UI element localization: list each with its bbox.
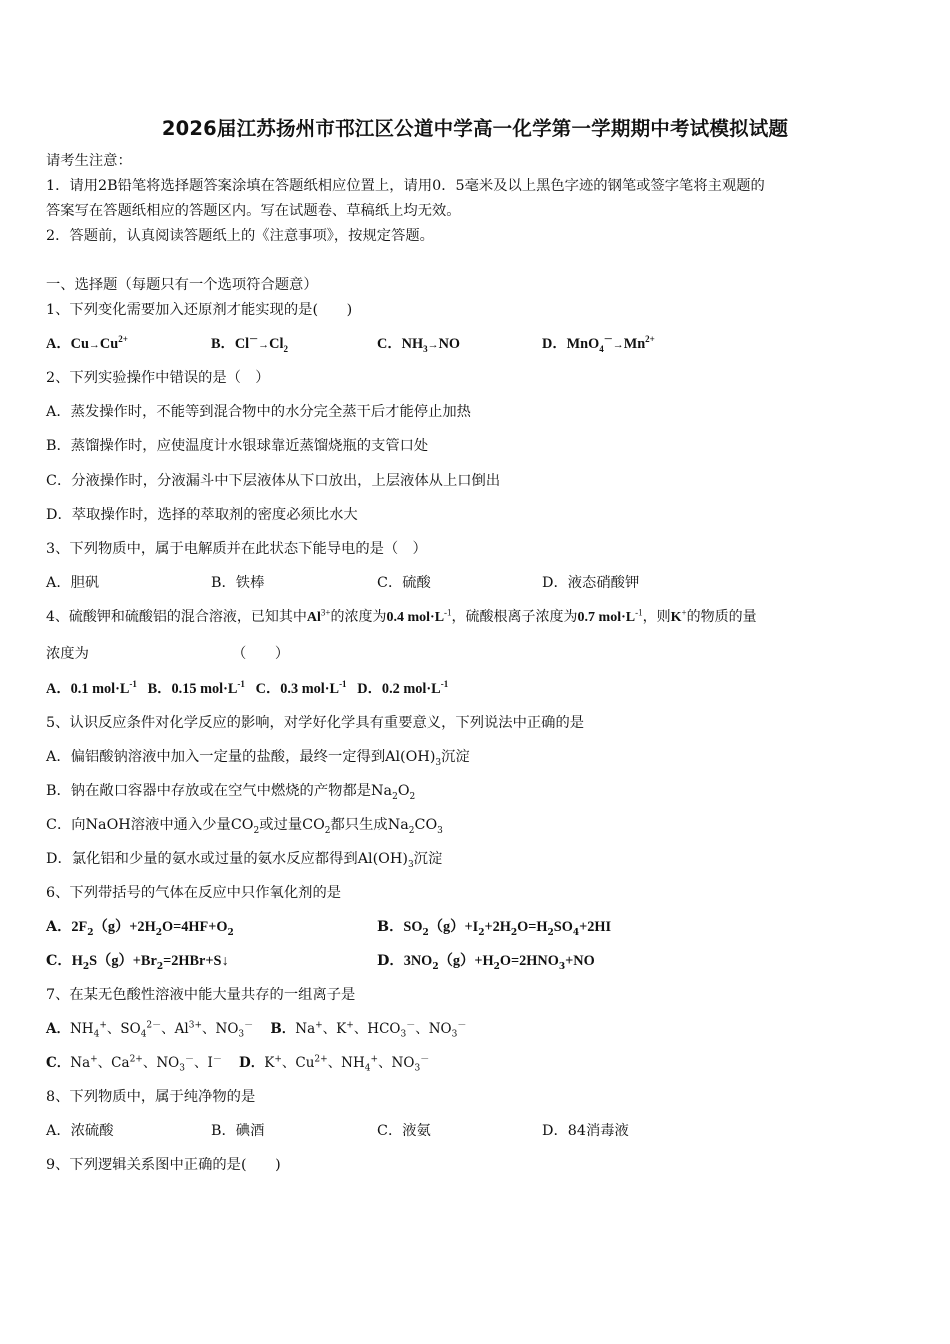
arrow-icon: → — [427, 339, 439, 351]
question-8-stem: 8、下列物质中，属于纯净物的是 — [46, 1089, 256, 1105]
q4-answer-paren: （ ） — [232, 646, 290, 662]
question-2-stem: 2、下列实验操作中错误的是（ ） — [46, 370, 270, 386]
q2-option-b: B．蒸馏操作时，应使温度计水银球靠近蒸馏烧瓶的支管口处 — [46, 438, 429, 454]
q4-option-d: D．0.2 $mol\cdot L^{-1}$ — [357, 679, 449, 697]
page-title: 2026届江苏扬州市邗江区公道中学高一化学第一学期期中考试模拟试题 — [161, 117, 789, 140]
q1-option-a: A．$Cu\to Cu^{2+}$ — [46, 334, 128, 352]
question-1-stem: 1、下列变化需要加入还原剂才能实现的是( ) — [46, 302, 353, 318]
question-4-stem: 4、硫酸钾和硫酸铝的混合溶液，已知其中$Al^{3+}$的浓度为0.4 $mol\cdot L^{-1}$，硫酸根离子浓度为0.7 $mol\cdot L^{-1}$，则K+的物质的量 — [46, 607, 757, 625]
q8-option-d: D．84消毒液 — [542, 1123, 629, 1139]
q3-option-b: B．铁棒 — [211, 575, 265, 591]
q3-option-c: C．硫酸 — [377, 575, 431, 591]
q6-option-c: C．$H_2S(g)+Br_2=2HBr+S↓$ — [46, 953, 229, 972]
q8-option-c: C．液氨 — [377, 1123, 431, 1139]
q5-option-d: D．氯化铝和少量的氨水或过量的氨水反应都得到$Al(OH)_3$沉淀 — [46, 851, 443, 870]
q3-option-d: D．液态硝酸钾 — [542, 575, 640, 591]
q2-option-d: D．萃取操作时，选择的萃取剂的密度必须比水大 — [46, 507, 358, 523]
q7-options-cd — [46, 1054, 429, 1072]
q8-option-b: B．碘酒 — [211, 1123, 265, 1139]
q3-option-a: A．胆矾 — [46, 575, 100, 591]
arrow-icon: → — [258, 339, 270, 351]
q7-options-ab — [46, 1020, 466, 1038]
question-7-stem: 7、在某无色酸性溶液中能大量共存的一组离子是 — [46, 987, 356, 1003]
arrow-icon: → — [88, 339, 100, 351]
arrow-icon: → — [612, 339, 624, 351]
q7-option-a: A．$NH_4^+$、$SO_4^{2-}$、$Al^{3+}$、$NO_3^-$ — [46, 1020, 254, 1040]
notice-item-1-cont: 答案写在答题纸相应的答题区内。写在试题卷、草稿纸上均无效。 — [46, 203, 461, 219]
q5-option-a: A．偏铝酸钠溶液中加入一定量的盐酸，最终一定得到$Al(OH)_3$沉淀 — [46, 749, 470, 768]
q2-option-c: C．分液操作时，分液漏斗中下层液体从下口放出，上层液体从上口倒出 — [46, 473, 501, 489]
q1-option-d: D．$MnO_4^-\to Mn^{2+}$ — [542, 334, 655, 354]
notice-item-1: 1．请用2B铅笔将选择题答案涂填在答题纸相应位置上，请用0．5毫米及以上黑色字迹的钢笔或签字笔将主观题的 — [46, 178, 765, 194]
notice-item-2: 2．答题前，认真阅读答题纸上的《注意事项》，按规定答题。 — [46, 228, 434, 244]
question-3-stem: 3、下列物质中，属于电解质并在此状态下能导电的是（ ） — [46, 541, 427, 557]
q5-option-b: B．钠在敞口容器中存放或在空气中燃烧的产物都是$Na_2O_2$ — [46, 783, 416, 802]
q4-option-c: C．0.3 $mol\cdot L^{-1}$ — [255, 679, 347, 697]
q4-options — [46, 680, 448, 698]
question-4-stem-cont: 浓度为 — [46, 646, 89, 662]
q4-option-b: B．0.15 $mol\cdot L^{-1}$ — [147, 679, 245, 697]
q6-option-a: A．$2F_2(g)+2H_2O=4HF+O_2$ — [46, 919, 234, 938]
q7-option-b: B．Na+、K+、$HCO_3^-$、$NO_3^-$ — [270, 1020, 467, 1040]
q4-option-a: A．0.1 $mol\cdot L^{-1}$ — [46, 679, 137, 697]
q5-option-c: C．向NaOH溶液中通入少量$CO_2$或过量$CO_2$都只生成$Na_2CO_3$ — [46, 817, 443, 836]
question-9-stem: 9、下列逻辑关系图中正确的是( ) — [46, 1157, 281, 1173]
q7-option-d: D．K+、$Cu^{2+}$、$NH_4^+$、$NO_3^-$ — [239, 1054, 430, 1074]
q8-option-a: A．浓硫酸 — [46, 1123, 114, 1139]
notice-heading: 请考生注意： — [46, 153, 132, 169]
section-heading: 一、选择题（每题只有一个选项符合题意） — [46, 277, 318, 293]
q1-option-c: C．$NH_3\to NO$ — [377, 336, 461, 354]
q2-option-a: A．蒸发操作时，不能等到混合物中的水分完全蒸干后才能停止加热 — [46, 404, 471, 420]
question-6-stem: 6、下列带括号的气体在反应中只作氧化剂的是 — [46, 885, 342, 901]
q6-option-d: D．$3NO_2(g)+H_2O=2HNO_3+NO$ — [377, 953, 595, 972]
q1-option-b: B．$Cl^-\to Cl_2$ — [211, 334, 288, 354]
question-5-stem: 5、认识反应条件对化学反应的影响，对学好化学具有重要意义，下列说法中正确的是 — [46, 715, 585, 731]
q7-option-c: C．Na+、$Ca^{2+}$、$NO_3^-$、I－ — [46, 1054, 222, 1074]
q6-option-b: B．$SO_2(g)+I_2+2H_2O=H_2SO_4+2HI$ — [377, 919, 612, 938]
